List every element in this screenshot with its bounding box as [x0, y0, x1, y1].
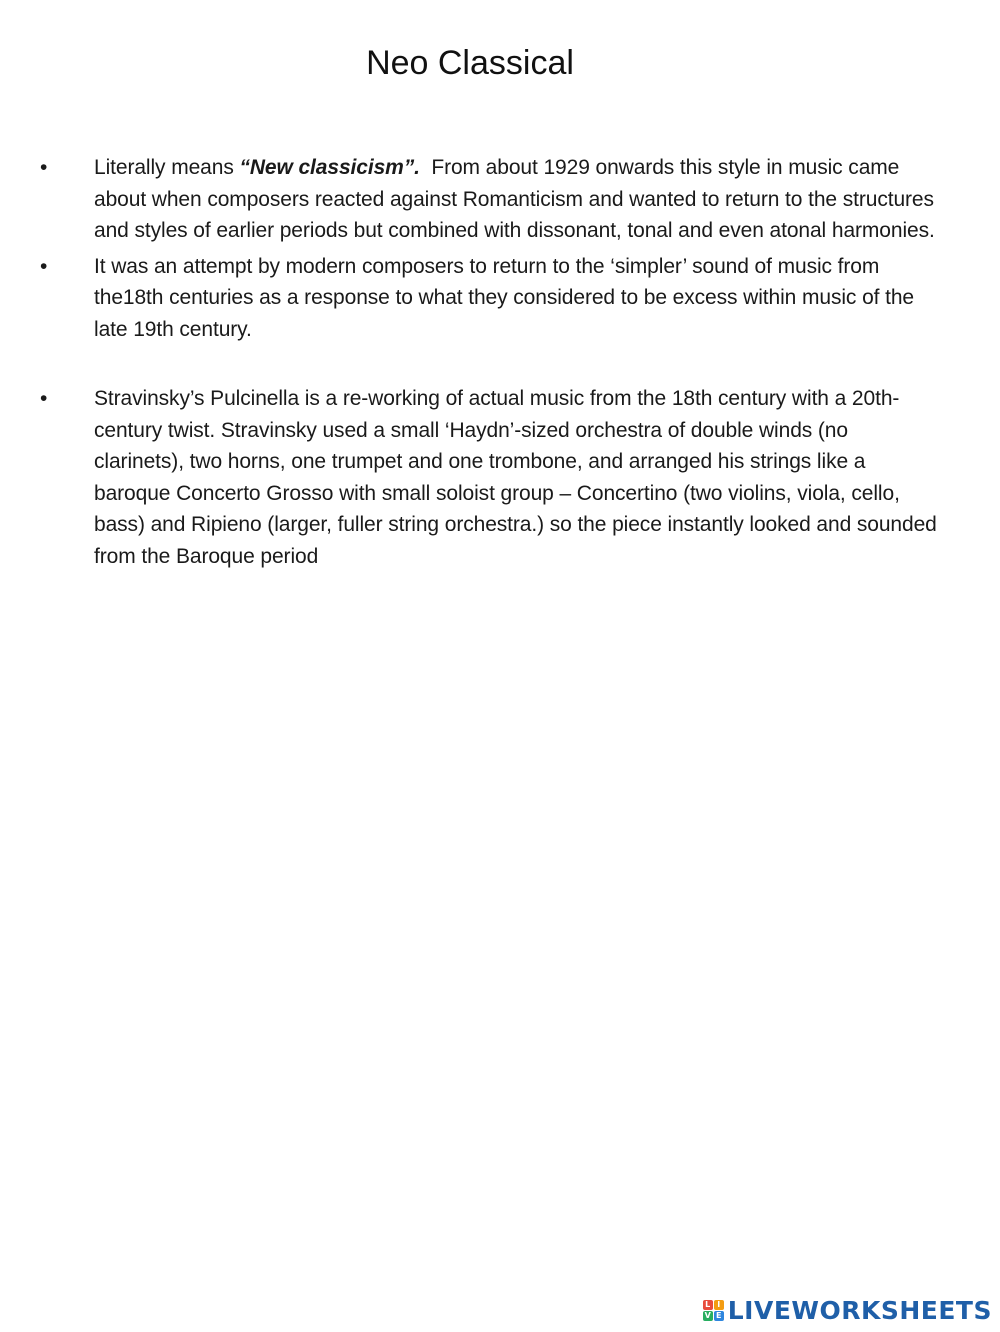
bullet-icon: •	[40, 387, 48, 410]
bullet-body: Stravinsky’s Pulcinella is a re-working of actual music from the 18th century with a 20th-century twist. Stravinsky used a small ‘Haydn’-sized orchestra of double winds (no clarinets), two horns, one trumpet and one trombone, and arranged his strings like a baroque Concerto Grosso with small soloist group – Concertino (two violins, viola, cello, bass) and Ripieno (larger, fuller string orchestra.) so the piece instantly looked and sounded from the Baroque period	[94, 387, 937, 568]
list-item	[40, 251, 940, 346]
logo-letter-i: I	[714, 1300, 724, 1310]
logo-letter-e: E	[714, 1311, 724, 1321]
bullet-list	[40, 152, 940, 576]
bullet-prefix: Literally means	[94, 156, 240, 179]
logo-letter-v: V	[704, 1310, 711, 1320]
bullet-icon: •	[40, 254, 48, 278]
brand-wordmark: LIVEWORKSHEETS	[727, 1295, 992, 1325]
logo-letter-l: L	[703, 1300, 713, 1310]
bullet-icon: •	[40, 156, 48, 179]
bullet-emphasis: “New classicism”.	[239, 156, 420, 179]
liveworksheets-brand	[703, 1296, 992, 1324]
list-item	[40, 152, 940, 247]
list-item	[40, 383, 940, 572]
bullet-body: It was an attempt by modern composers to return to the ‘simpler’ sound of music from the18th centuries as a response to what they considered to be excess within music of the late 19th century.	[94, 254, 915, 341]
bullet-body: From about 1929 onwards this style in music came about when composers reacted against Romanticism and wanted to return to the structures and styles of earlier periods but combined with dissonant, tonal and even atonal harmonies.	[94, 156, 940, 242]
liveworksheets-logo-icon	[703, 1300, 724, 1321]
page-title: Neo Classical	[366, 44, 574, 82]
bullet-text	[94, 152, 940, 247]
